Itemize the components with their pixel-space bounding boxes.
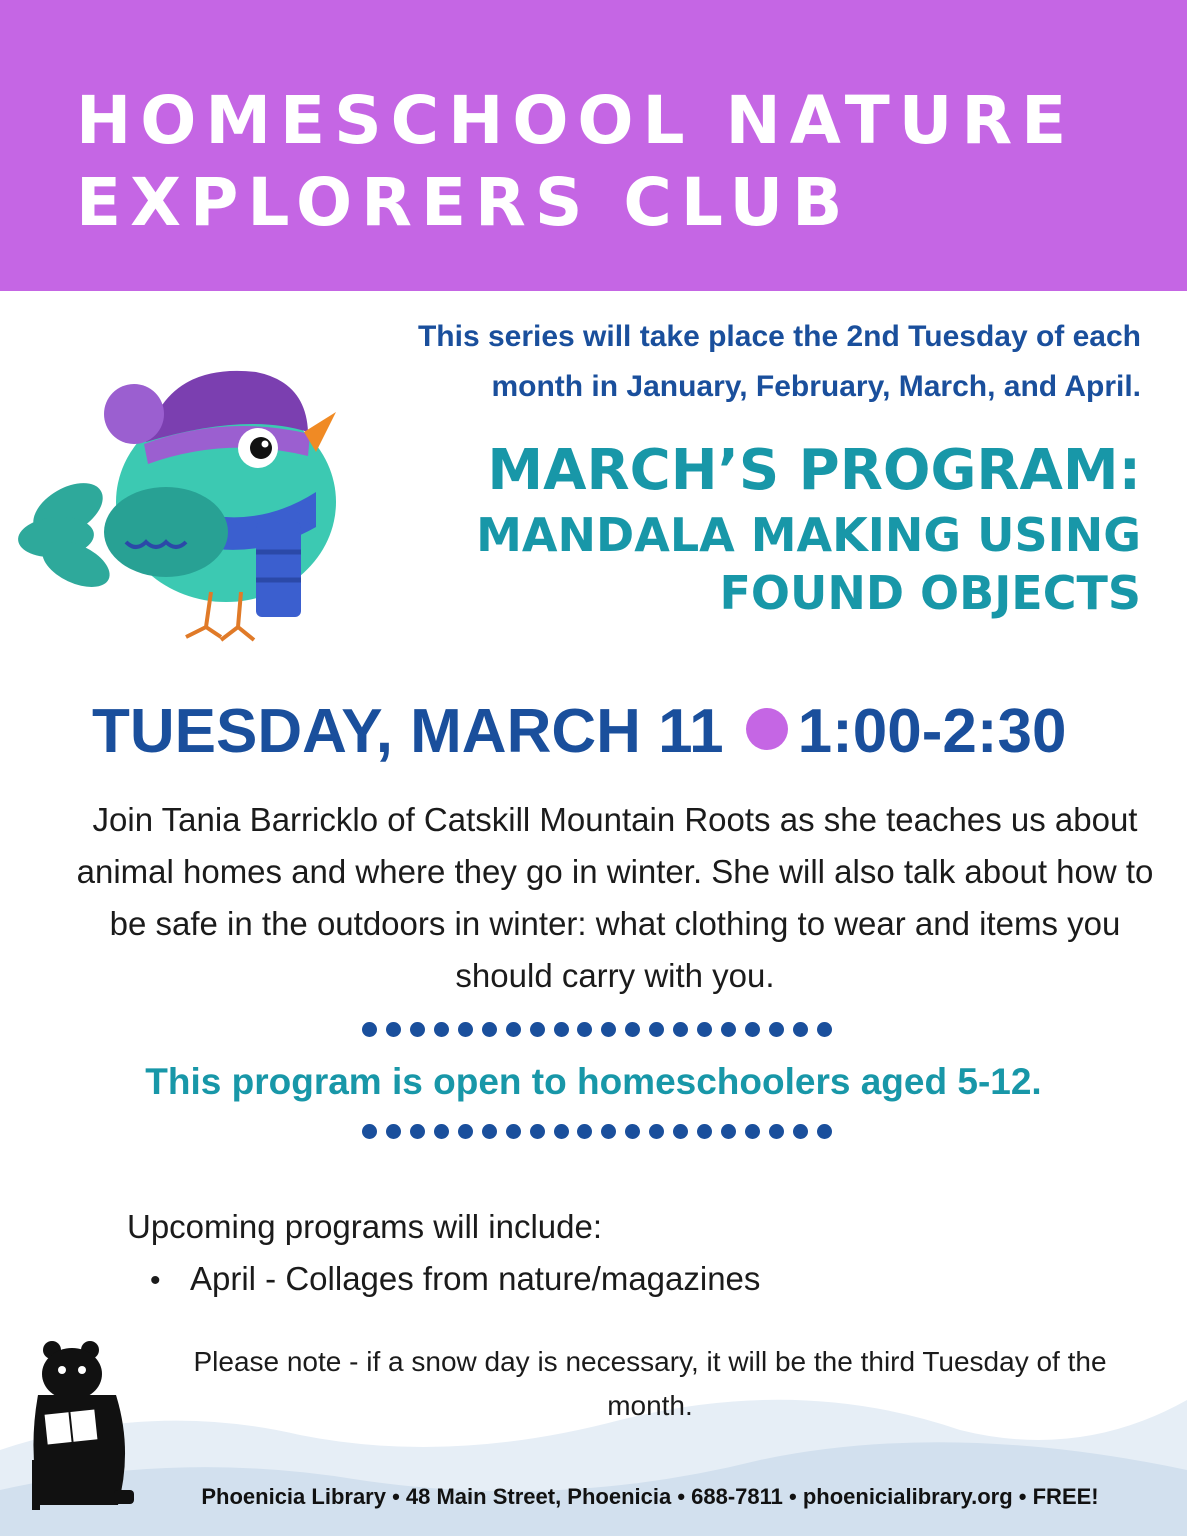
upcoming-heading: Upcoming programs will include: — [127, 1208, 603, 1245]
dotted-divider-bottom — [362, 1124, 832, 1144]
list-item: • April - Collages from nature/magazines — [150, 1254, 760, 1306]
bird-illustration — [16, 352, 346, 652]
bird-wing — [104, 487, 228, 577]
program-subtitle-2: FOUND OBJECTS — [719, 566, 1141, 620]
program-description: Join Tania Barricklo of Catskill Mountain Roots as she teaches us about animal homes and where they go in winter. She will also talk about how to be safe in the outdoors in winter: what clothing to wear and items you should carry with you. — [76, 801, 1154, 994]
dot-separator-icon — [746, 708, 788, 750]
event-dateline — [92, 692, 1122, 772]
eligibility-note: This program is open to homeschoolers aged 5-12. — [145, 1061, 1042, 1102]
snow-day-note: Please note - if a snow day is necessary, it will be the third Tuesday of the month. — [193, 1346, 1107, 1421]
title-line-1: HOMESCHOOL NATURE — [76, 82, 1076, 159]
series-line-1: This series will take place the 2nd Tuesday of each — [417, 320, 1141, 353]
program-subtitle-1: MANDALA MAKING USING — [476, 508, 1141, 562]
header-banner — [0, 0, 1187, 291]
series-info — [321, 312, 1141, 412]
upcoming-list — [150, 1254, 760, 1306]
event-time: 1:00-2:30 — [797, 697, 1067, 766]
program-month-title: MARCH’S PROGRAM: — [487, 438, 1141, 503]
hat-pompom — [104, 384, 164, 444]
reading-bear-icon — [18, 1340, 148, 1515]
series-line-2: month in January, February, March, and April. — [491, 370, 1141, 403]
page-title — [76, 80, 1075, 244]
program-heading — [381, 436, 1141, 622]
bird-tail — [16, 472, 116, 596]
footer-contact: Phoenicia Library • 48 Main Street, Phoenicia • 688-7811 • phoenicialibrary.org • FREE! — [201, 1484, 1099, 1509]
event-date: TUESDAY, MARCH 11 — [92, 697, 724, 766]
title-line-2: EXPLORERS CLUB — [76, 164, 852, 241]
dotted-divider-top — [362, 1022, 832, 1042]
